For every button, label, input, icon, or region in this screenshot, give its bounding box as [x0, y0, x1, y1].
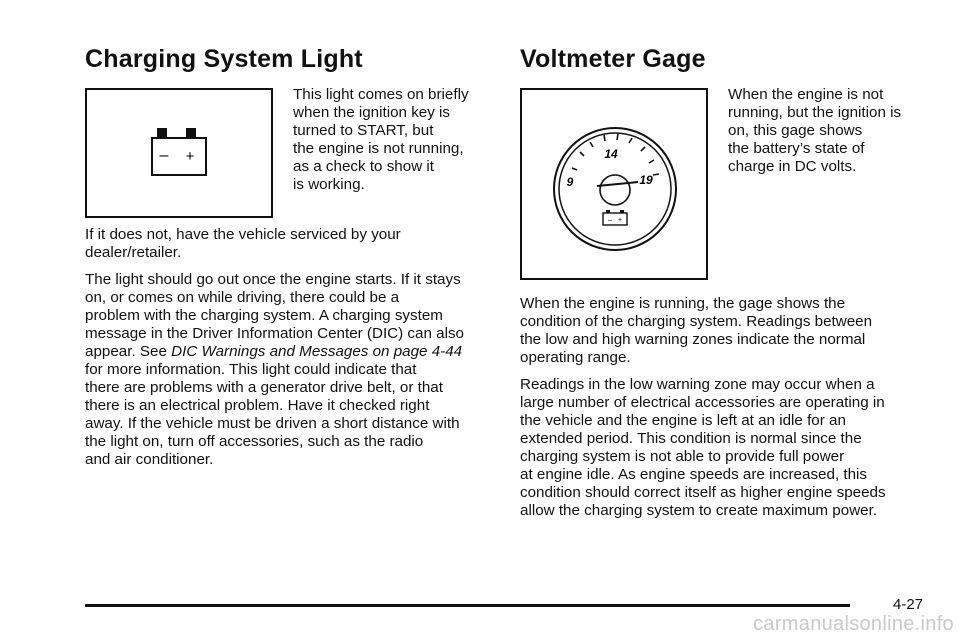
charging-light-illustration [85, 88, 273, 218]
battery-minus-sign: – [159, 147, 169, 164]
battery-icon [87, 90, 271, 216]
gauge-label-high: 19 [639, 173, 653, 187]
charging-paragraph-2: The light should go out once the engine starts. If it stays on, or comes on while driving, there could be a problem with the charging system. A charging system message in the Driver Information Center (DIC) can also appear. See DIC Warnings and Messages on page 4-44 for more information. This light could indicate that there are problems with a generator drive belt, or that there is an electrical problem. Have it checked right away. If the vehicle must be driven a short distance with the light on, turn off accessories, such as the radio and air conditioner. [85, 271, 464, 468]
dic-warnings-reference-link[interactable]: DIC Warnings and Messages on page 4-44 [171, 343, 463, 360]
charging-light-caption: This light comes on briefly when the ignition key is turned to START, but the engine is not running, as a check to show it is working. [293, 86, 469, 193]
section-title-charging-system-light: Charging System Light [85, 45, 363, 73]
voltmeter-figure-row [520, 88, 912, 310]
watermark: carmanualsonline.info [753, 613, 954, 635]
voltmeter-illustration [520, 88, 708, 280]
section-title-voltmeter-gage: Voltmeter Gage [520, 45, 706, 73]
voltmeter-caption: When the engine is not running, but the ignition is on, this gage shows the battery’s state of charge in DC volts. [728, 86, 902, 175]
page-number: 4-27 [893, 596, 924, 613]
gauge-battery-minus: – [608, 217, 612, 224]
gauge-battery-symbol [603, 210, 627, 225]
gauge-label-mid: 14 [604, 147, 618, 161]
charging-paragraph-1: If it does not, have the vehicle serviced by your dealer/retailer. [85, 226, 401, 261]
gauge-label-low: 9 [566, 175, 574, 189]
voltmeter-gauge-icon [522, 90, 706, 278]
battery-plus-sign: + [185, 148, 195, 165]
right-column [520, 44, 912, 529]
charging-light-figure-row [85, 88, 493, 228]
left-column [85, 44, 493, 478]
footer-rule [85, 604, 850, 607]
gauge-battery-plus: + [617, 217, 623, 224]
voltmeter-paragraph-2: Readings in the low warning zone may occur when a large number of electrical accessories are operating in the vehicle and the engine is left at an idle for an extended period. This condition is normal since the charging system is not able to provide full power at engine idle. As engine speeds are increased, this condition should correct itself as higher engine speeds allow the charging system to create maximum power. [520, 376, 886, 519]
voltmeter-paragraph-1: When the engine is running, the gage shows the condition of the charging system. Readings between the low and high warning zones indicate the normal operating range. [520, 295, 873, 366]
